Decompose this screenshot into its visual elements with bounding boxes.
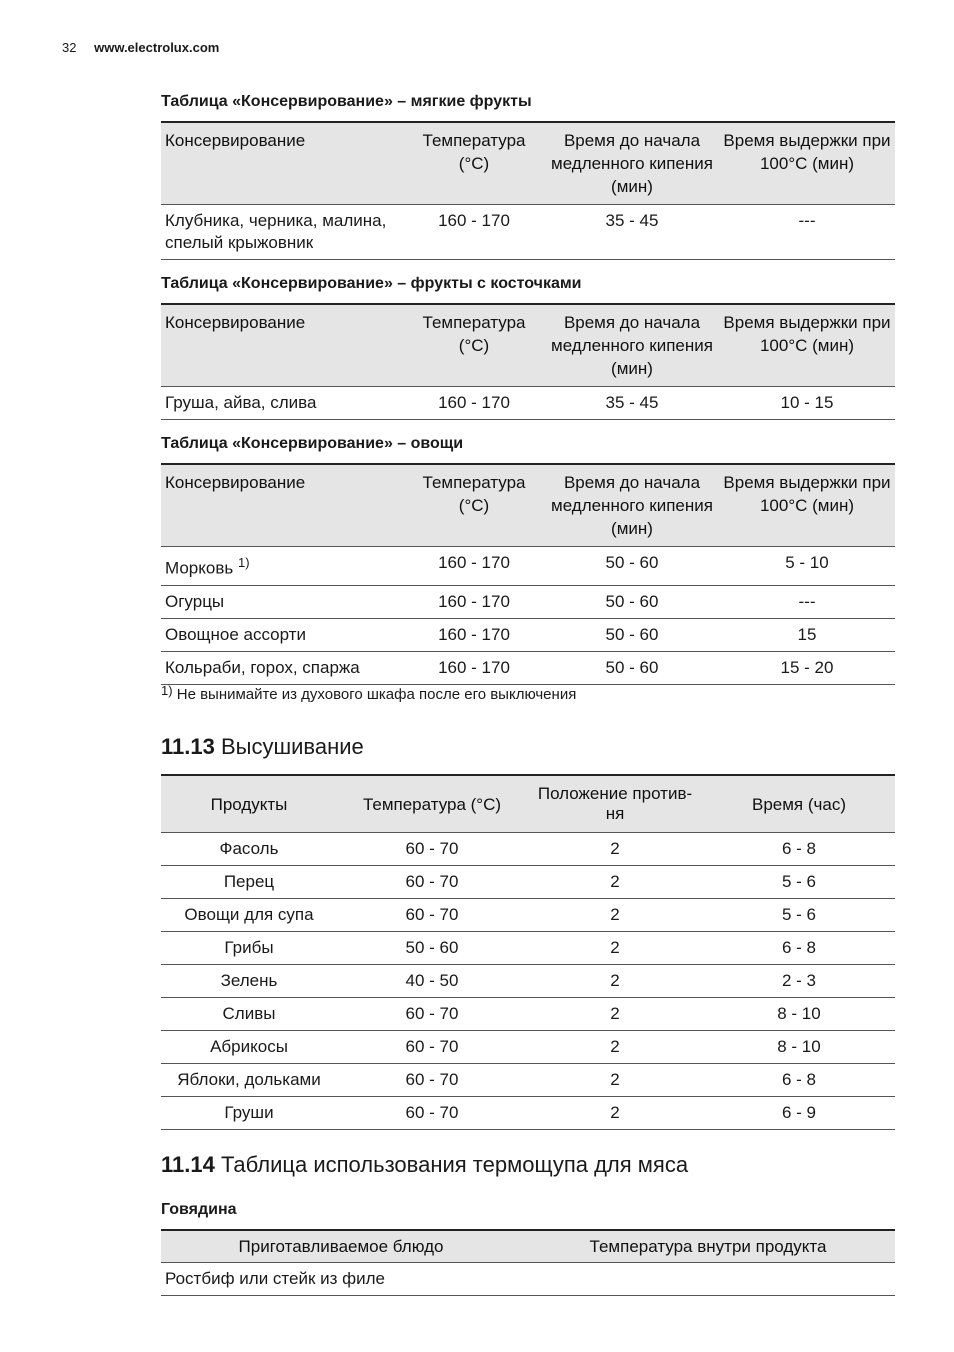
table-cell: 2 - 3: [703, 965, 895, 998]
table-cell: 6 - 8: [703, 833, 895, 866]
header-cell: Время до начала медленного кипения (мин): [545, 304, 719, 387]
header-cell: Консервирование: [161, 122, 403, 205]
table-cell: 60 - 70: [337, 1064, 527, 1097]
header-cell: Консервирование: [161, 304, 403, 387]
header-cell: Время выдержки при 100°C (мин): [719, 304, 895, 387]
drying-table: [161, 774, 895, 1130]
header-cell: Время (час): [703, 775, 895, 833]
table-cell: 2: [527, 965, 703, 998]
table-cell: 5 - 6: [703, 866, 895, 899]
header-cell: Положение против-ня: [527, 775, 703, 833]
table-cell: 2: [527, 833, 703, 866]
table-cell: Перец: [161, 866, 337, 899]
stone-fruits-caption: Таблица «Консервирование» – фрукты с косточками: [161, 275, 582, 292]
table-cell: 160 - 170: [403, 618, 545, 651]
table-cell: 60 - 70: [337, 866, 527, 899]
table-cell: 6 - 9: [703, 1097, 895, 1130]
page-number: 32: [62, 40, 77, 55]
table-header-row: [161, 122, 895, 205]
table-cell: Сливы: [161, 998, 337, 1031]
table-header-row: [161, 464, 895, 547]
table-cell: 5 - 6: [703, 899, 895, 932]
table-cell: 50 - 60: [545, 547, 719, 586]
table-row: [161, 1064, 895, 1097]
table-cell: Фасоль: [161, 833, 337, 866]
table-cell: 15 - 20: [719, 651, 895, 684]
website-link[interactable]: www.electrolux.com: [94, 40, 220, 55]
table-row: [161, 585, 895, 618]
table-header-row: [161, 304, 895, 387]
table-cell: [161, 547, 403, 586]
table-cell: 2: [527, 998, 703, 1031]
table-header-row: [161, 775, 895, 833]
table-cell: 2: [527, 866, 703, 899]
beef-subheading: Говядина: [161, 1201, 237, 1218]
header-cell: Время до начала медленного кипения (мин): [545, 464, 719, 547]
header-cell: Температура (°C): [403, 122, 545, 205]
table-header-row: [161, 1230, 895, 1263]
table-cell: Огурцы: [161, 585, 403, 618]
table-cell: 60 - 70: [337, 998, 527, 1031]
table-cell: 40 - 50: [337, 965, 527, 998]
table-row: [161, 932, 895, 965]
table-cell: 6 - 8: [703, 1064, 895, 1097]
soft-fruits-caption: Таблица «Консервирование» – мягкие фрукты: [161, 93, 532, 110]
table-cell: 2: [527, 1064, 703, 1097]
table-cell: Яблоки, дольками: [161, 1064, 337, 1097]
table-cell: Ростбиф или стейк из филе: [161, 1263, 521, 1296]
drying-section-title: [161, 734, 364, 760]
table-cell: 35 - 45: [545, 387, 719, 420]
header-cell: Продукты: [161, 775, 337, 833]
table-cell: 2: [527, 1031, 703, 1064]
table-row: [161, 387, 895, 420]
table-cell: Груша, айва, слива: [161, 387, 403, 420]
table-cell: Зелень: [161, 965, 337, 998]
table-cell: Овощное ассорти: [161, 618, 403, 651]
section-number: 11.14: [161, 1152, 215, 1177]
table-cell: 15: [719, 618, 895, 651]
table-row: [161, 866, 895, 899]
vegetables-caption: Таблица «Консервирование» – овощи: [161, 435, 464, 452]
table-row: [161, 899, 895, 932]
table-row: [161, 965, 895, 998]
table-cell: 8 - 10: [703, 998, 895, 1031]
table-row: [161, 651, 895, 684]
table-cell: 5 - 10: [719, 547, 895, 586]
beef-table: [161, 1229, 895, 1296]
header-cell: Консервирование: [161, 464, 403, 547]
header-cell: Время выдержки при 100°C (мин): [719, 122, 895, 205]
table-cell: 35 - 45: [545, 205, 719, 260]
table-row: [161, 1031, 895, 1064]
header-cell: Температура (°C): [403, 304, 545, 387]
table-cell: 160 - 170: [403, 205, 545, 260]
header-cell: Температура внутри продукта: [521, 1230, 895, 1263]
header-cell: Приготавливаемое блюдо: [161, 1230, 521, 1263]
table-row: [161, 618, 895, 651]
table-row: [161, 1263, 895, 1296]
table-cell: 2: [527, 899, 703, 932]
table-cell: 60 - 70: [337, 1097, 527, 1130]
table-cell: 6 - 8: [703, 932, 895, 965]
header-cell: Температура (°C): [337, 775, 527, 833]
section-number: 11.13: [161, 734, 215, 759]
footnote-marker: 1): [161, 683, 173, 698]
section-title: Таблица использования термощупа для мяса: [220, 1152, 689, 1177]
table-cell: Груши: [161, 1097, 337, 1130]
table-row: [161, 205, 895, 260]
table-cell: Абрикосы: [161, 1031, 337, 1064]
table-cell: 160 - 170: [403, 387, 545, 420]
table-cell: Овощи для супа: [161, 899, 337, 932]
table-cell: 50 - 60: [545, 651, 719, 684]
table-cell: Кольраби, горох, спаржа: [161, 651, 403, 684]
page-header: [62, 40, 219, 55]
table-cell: 50 - 60: [337, 932, 527, 965]
table-cell: 60 - 70: [337, 833, 527, 866]
table-cell: 10 - 15: [719, 387, 895, 420]
table-row: [161, 547, 895, 586]
table-cell: Клубника, черника, малина, спелый крыжовник: [161, 205, 403, 260]
table-row: [161, 998, 895, 1031]
table-cell: 2: [527, 1097, 703, 1130]
header-cell: Время выдержки при 100°C (мин): [719, 464, 895, 547]
footnote-reference: 1): [237, 555, 250, 570]
meat-probe-section-title: [161, 1152, 688, 1178]
soft-fruits-table: [161, 121, 895, 260]
table-cell: ---: [719, 585, 895, 618]
table-cell: Грибы: [161, 932, 337, 965]
table-cell: 160 - 170: [403, 651, 545, 684]
table-cell: [521, 1263, 895, 1296]
stone-fruits-table: [161, 303, 895, 420]
table-cell: 50 - 60: [545, 585, 719, 618]
table-cell: 60 - 70: [337, 899, 527, 932]
cell-text: Морковь: [165, 558, 234, 578]
table-cell: 8 - 10: [703, 1031, 895, 1064]
section-title: Высушивание: [220, 734, 364, 759]
table-row: [161, 1097, 895, 1130]
table-cell: 2: [527, 932, 703, 965]
table-cell: 60 - 70: [337, 1031, 527, 1064]
footnote-text: Не вынимайте из духового шкафа после его выключения: [176, 686, 577, 703]
table-row: [161, 833, 895, 866]
header-cell: Температура (°C): [403, 464, 545, 547]
table-cell: 160 - 170: [403, 547, 545, 586]
header-cell: Время до начала медленного кипения (мин): [545, 122, 719, 205]
vegetables-table: [161, 463, 895, 685]
table-cell: 160 - 170: [403, 585, 545, 618]
table-cell: ---: [719, 205, 895, 260]
footnote: [161, 683, 577, 703]
table-cell: 50 - 60: [545, 618, 719, 651]
